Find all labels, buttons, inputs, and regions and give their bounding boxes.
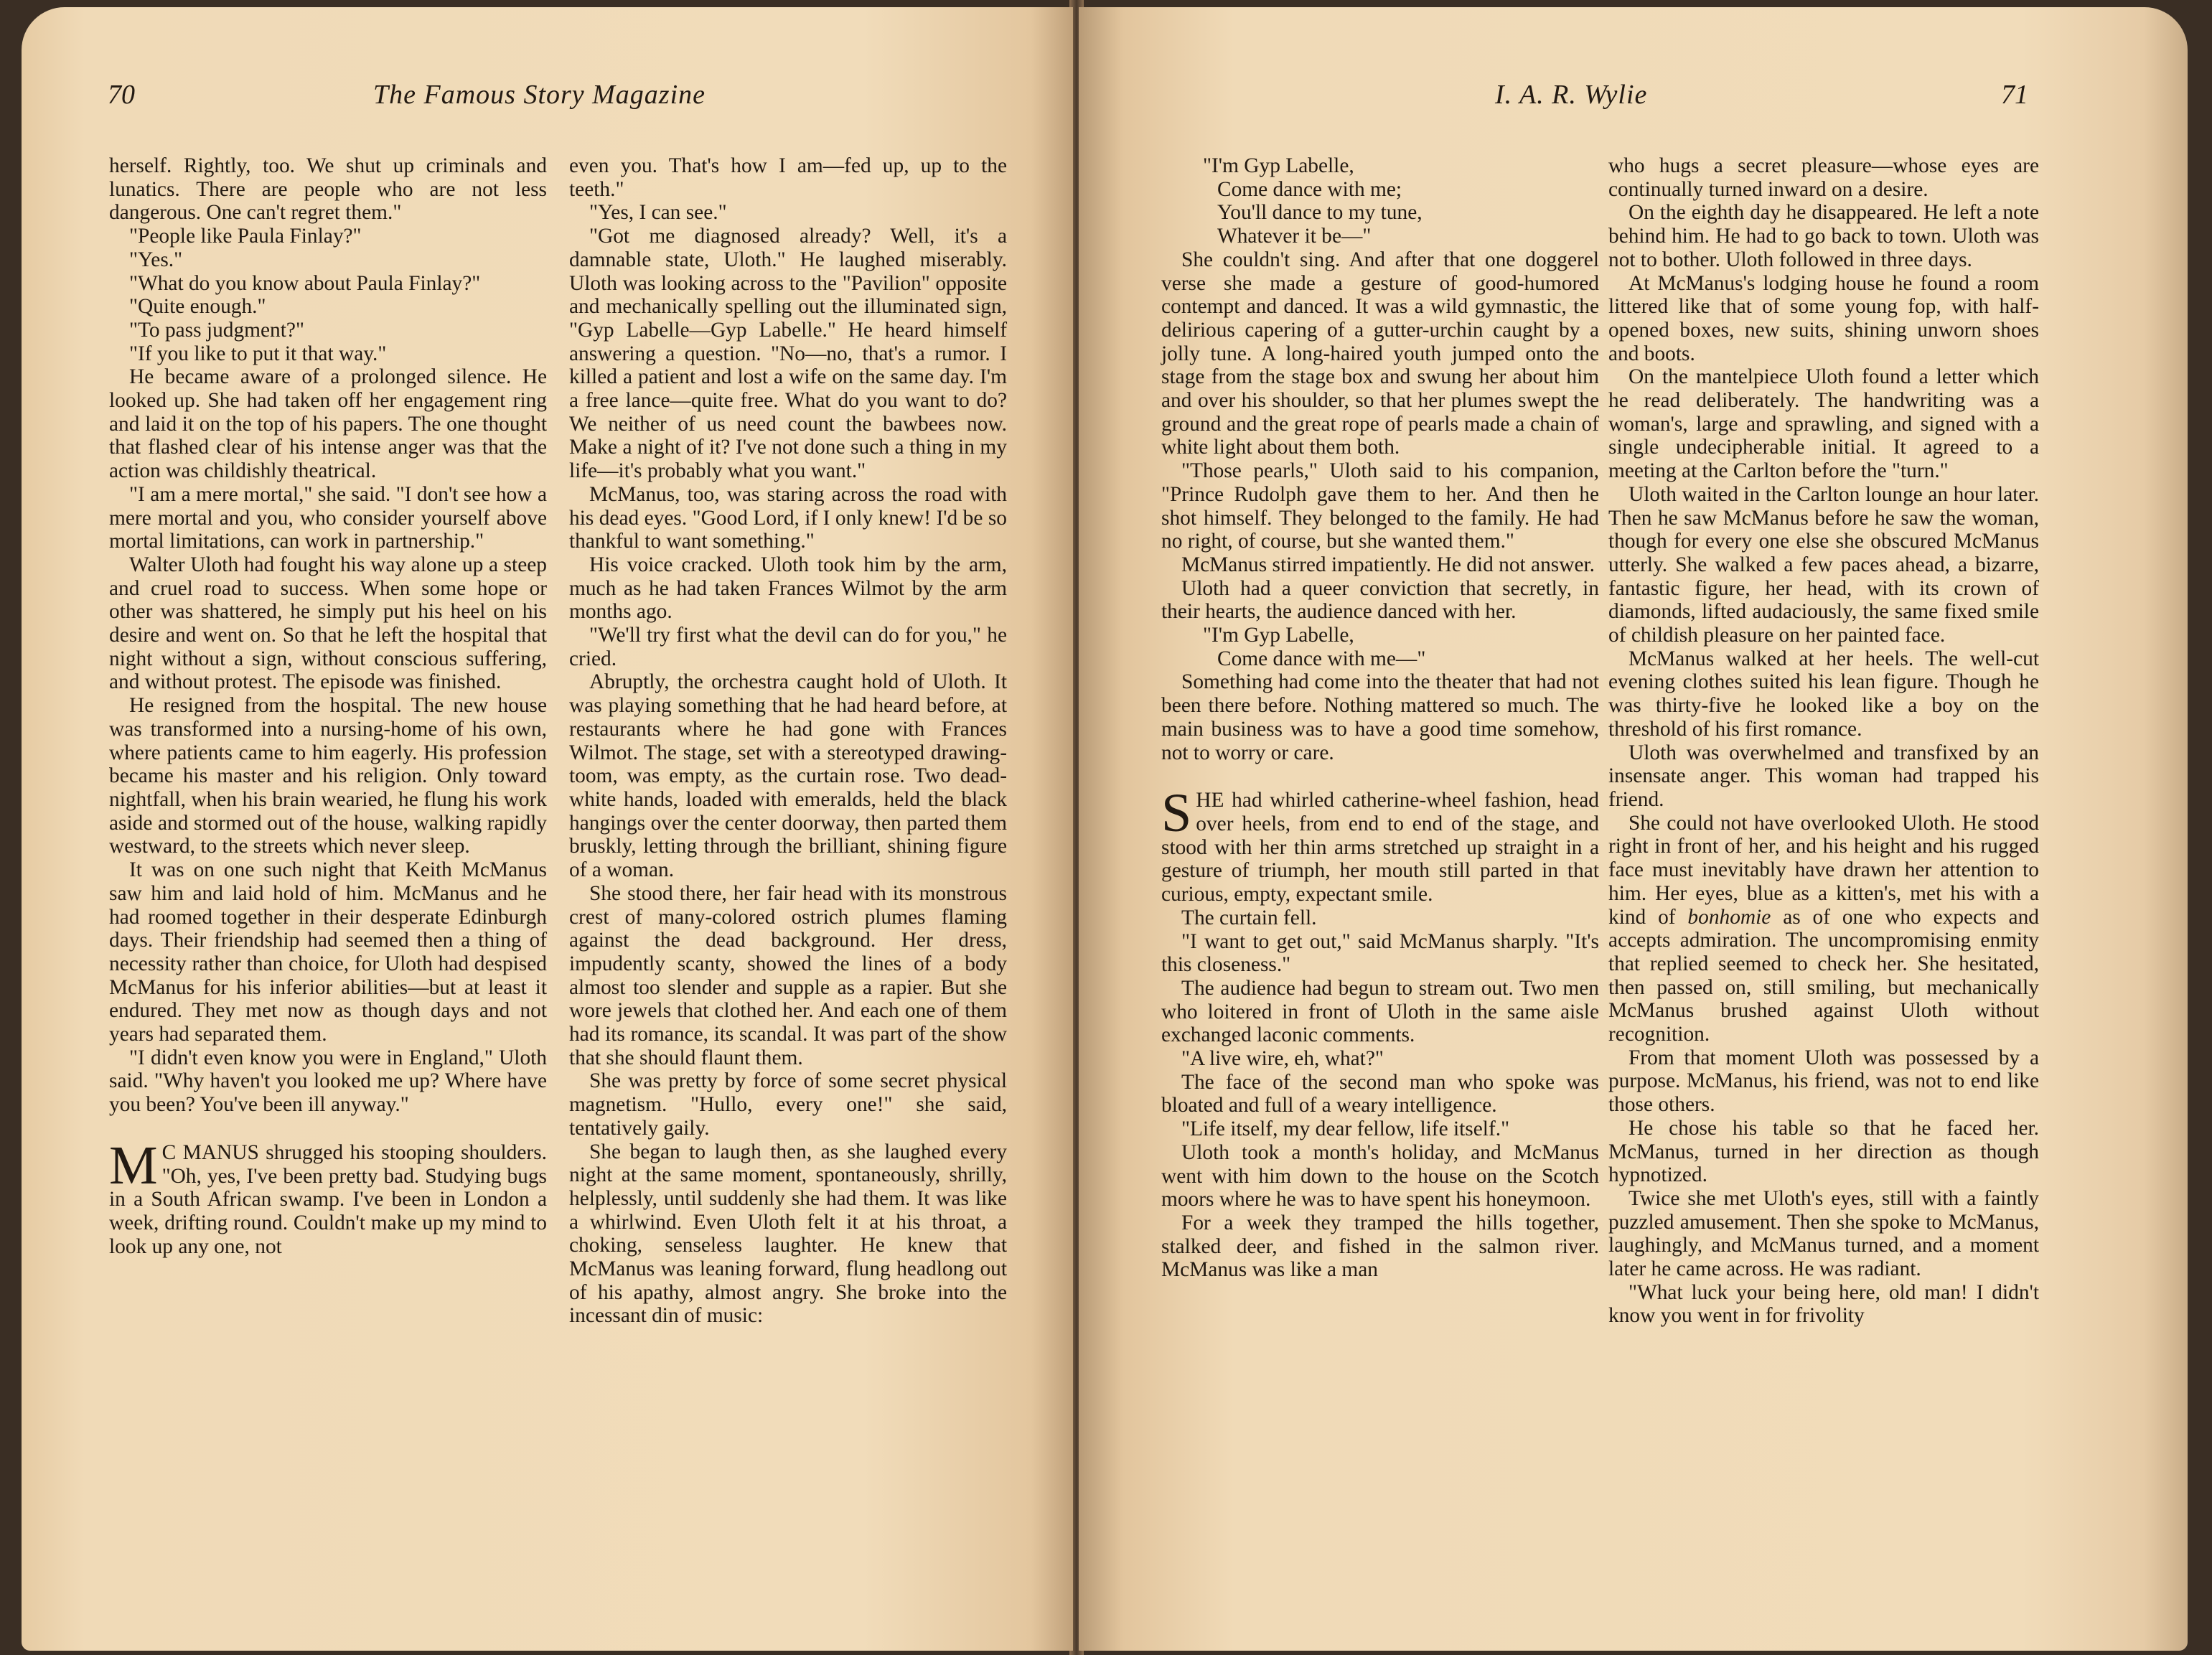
verse-line: "I'm Gyp Labelle, — [1203, 624, 1354, 647]
paragraph: "We'll try first what the devil can do for you," he cried. — [569, 624, 1007, 670]
paragraph: From that moment Uloth was possessed by a purpose. McManus, his friend, was not to end like those others. — [1608, 1046, 2039, 1117]
section-start-text: HE had whirled catherine-wheel fashion, head over heels, from end to end of the stage, and stood with her thin arms stretched up straight in a gesture of triumph, her mouth still parted in that curious, empty, expectant smile. — [1161, 789, 1599, 906]
section-start-text: C MANUS shrugged his stooping shoulders. "Oh, yes, I've been pretty bad. Studying bugs in a South African swamp. I've been in London a week, drifting round. Couldn't make up my mind to look up any one, not — [109, 1140, 547, 1258]
text-run: She could not have overlooked Uloth. He stood right in front of her, and his height and his rugged face must inevitably have drawn her attention to him. Her eyes, blue as a kitten's, met his with a kind of — [1608, 811, 2039, 929]
paragraph: "I didn't even know you were in England," Uloth said. "Why haven't you looked me up? Where have you been? You've been ill anyway." — [109, 1046, 547, 1117]
paragraph: "I want to get out," said McManus sharply. "It's this closeness." — [1161, 929, 1599, 977]
verse-line: Come dance with me; — [1217, 177, 1402, 201]
paragraph — [1608, 812, 2039, 1046]
italic-text: bonhomie — [1687, 905, 1771, 929]
paragraph: At McManus's lodging house he found a room littered like that of some young fop, with half-opened boxes, new suits, shining unworn shoes and boots. — [1608, 271, 2039, 365]
running-head: I. A. R. Wylie — [1495, 80, 1648, 110]
running-head: The Famous Story Magazine — [373, 80, 706, 110]
verse-line: "I'm Gyp Labelle, — [1203, 154, 1354, 177]
paragraph: He chose his table so that he faced her. McManus, turned in her direction as though hypnotized. — [1608, 1116, 2039, 1187]
paragraph: "To pass judgment?" — [129, 318, 304, 342]
paragraph: "If you like to put it that way." — [129, 342, 387, 365]
text-column-left-2 — [569, 154, 1007, 1328]
paragraph: It was on one such night that Keith McManus saw him and laid hold of him. McManus and he had roomed together in their desperate Edinburgh days. Their friendship had seemed then a thing of necessity rather than choice, for Uloth had despised McManus for his inferior abilities—but at least it endured. They met now as though days and not years had separated them. — [109, 858, 547, 1046]
paragraph: She was pretty by force of some secret physical magnetism. "Hullo, every one!" she said, tentatively gaily. — [569, 1069, 1007, 1140]
paragraph: "I am a mere mortal," she said. "I don't see how a mere mortal and you, who consider yourself above mortal limitations, can work in partnership." — [109, 482, 547, 553]
paragraph: McManus, too, was staring across the road with his dead eyes. "Good Lord, if I only knew! I'd be so thankful to want something." — [569, 482, 1007, 553]
paragraph: Walter Uloth had fought his way alone up a steep and cruel road to success. When some hope or other was shattered, he simply put his heel on his desire and went on. So that he left the hospital that night without a sign, without conscious suffering, and without protest. The episode was finished. — [109, 553, 547, 694]
paragraph: "What do you know about Paula Finlay?" — [129, 271, 481, 295]
paragraph: who hugs a secret pleasure—whose eyes are continually turned inward on a desire. — [1608, 154, 2039, 201]
drop-cap: M — [109, 1135, 158, 1196]
paragraph: "Yes, I can see." — [589, 201, 727, 225]
paragraph: "Life itself, my dear fellow, life itself." — [1181, 1117, 1510, 1141]
section-start-paragraph — [109, 1135, 547, 1259]
paragraph: He became aware of a prolonged silence. He looked up. She had taken off her engagement ring and laid it on the top of his papers. The one thought that flashed clear of his intense anger was that the action was childishly theatrical. — [109, 365, 547, 483]
paragraph: even you. That's how I am—fed up, up to the teeth." — [569, 154, 1007, 201]
paragraph: herself. Rightly, too. We shut up criminals and lunatics. There are people who are not less dangerous. One can't regret them." — [109, 154, 547, 225]
paragraph: Twice she met Uloth's eyes, still with a faintly puzzled amusement. Then she spoke to McManus, laughingly, and McManus turned, and a moment later he came across. He was radiant. — [1608, 1186, 2039, 1281]
paragraph: "Yes." — [129, 248, 183, 271]
text-run: as of one who expects and accepts admiration. The uncompromising enmity that replied seemed to check her. She hesitated, then passed on, still smiling, but mechanically McManus brushed against Uloth without recognition. — [1608, 905, 2039, 1046]
verse-line: Whatever it be—" — [1217, 225, 1372, 248]
drop-cap: S — [1161, 783, 1192, 844]
page-number: 71 — [2001, 80, 2028, 110]
paragraph: On the mantelpiece Uloth found a letter which he read deliberately. The handwriting was a woman's, large and sprawling, and signed with a single undecipherable initial. It agreed to a meeting at the Carlton before the "turn." — [1608, 365, 2039, 483]
text-column-right-1 — [1161, 154, 1599, 1282]
paragraph: "What luck your being here, old man! I didn't know you went in for frivolity — [1608, 1280, 2039, 1328]
paragraph: He resigned from the hospital. The new house was transformed into a nursing-home of his own, where patients came to him eagerly. His profession became his master and his religion. Only toward nightfall, when his brain wearied, he flung his work aside and stormed out of the house, walking rapidly westward, to the streets which never sleep. — [109, 694, 547, 858]
verse-line: You'll dance to my tune, — [1217, 201, 1423, 225]
paragraph: McManus walked at her heels. The well-cut evening clothes suited his lean figure. Though he was thirty-five he looked like a boy on the threshold of his first romance. — [1608, 647, 2039, 741]
paragraph: She couldn't sing. And after that one doggerel verse she made a gesture of good-humored contempt and danced. It was a wild gymnastic, the delirious capering of a gutter-urchin caught by a jolly tune. A long-haired youth jumped onto the stage from the stage box and swung her about him and over his shoulder, so that her plumes swept the ground and the great rope of pearls made a chain of white light about them both. — [1161, 248, 1599, 459]
paragraph: His voice cracked. Uloth took him by the arm, much as he had taken Frances Wilmot by the arm months ago. — [569, 553, 1007, 624]
paragraph: On the eighth day he disappeared. He left a note behind him. He had to go back to town. Uloth was not to bother. Uloth followed in three days. — [1608, 201, 2039, 271]
paragraph: Uloth waited in the Carlton lounge an hour later. Then he saw McManus before he saw the woman, though for every one else she obscured McManus utterly. She walked a few paces ahead, a bizarre, fantastic figure, her head, with its crown of diamonds, lifted audaciously, the same fixed smile of childish pleasure on her painted face. — [1608, 482, 2039, 647]
paragraph: Uloth took a month's holiday, and McManus went with him down to the house on the Scotch moors where he was to have spent his honeymoon. — [1161, 1140, 1599, 1211]
paragraph: "Quite enough." — [129, 295, 266, 319]
paragraph: Something had come into the theater that had not been there before. Nothing mattered so much. The main business was to have a good time somehow, not to worry or care. — [1161, 670, 1599, 764]
verse-line: Come dance with me—" — [1217, 647, 1426, 670]
text-column-right-2 — [1608, 154, 2039, 1328]
right-page — [1079, 7, 2188, 1651]
left-page — [22, 7, 1073, 1651]
paragraph: She began to laugh then, as she laughed every night at the same moment, spontaneously, shrilly, helplessly, until suddenly she had them. It was like a whirlwind. Even Uloth felt it at his throat, a choking, senseless laughter. He knew that McManus was leaning forward, flung headlong out of his apathy, almost angry. She broke into the incessant din of music: — [569, 1140, 1007, 1328]
paragraph: "Got me diagnosed already? Well, it's a damnable state, Uloth." He laughed miserably. Uloth was looking across to the "Pavilion" opposite and mechanically spelling out the illuminated sign, "Gyp Labelle—Gyp Labelle." He heard himself answering a question. "No—no, that's a rumor. I killed a patient and lost a wife on the same day. I'm a free lance—quite free. What do you want to do? We neither of us need count the bawbees now. Make a night of it? I've not done such a thing in my life—it's probably what you want." — [569, 225, 1007, 483]
paragraph: The audience had begun to stream out. Two men who loitered in front of Uloth in the same aisle exchanged laconic comments. — [1161, 976, 1599, 1047]
page-number: 70 — [108, 80, 135, 110]
paragraph: Uloth had a queer conviction that secretly, in their hearts, the audience danced with her. — [1161, 576, 1599, 624]
paragraph: McManus stirred impatiently. He did not answer. — [1181, 553, 1595, 576]
paragraph: For a week they tramped the hills together, stalked deer, and fished in the salmon river. McManus was like a man — [1161, 1211, 1599, 1282]
paragraph: Abruptly, the orchestra caught hold of Uloth. It was playing something that he had heard before, at restaurants where he had gone with Frances Wilmot. The stage, set with a stereotyped drawing-toom, was empty, as the curtain rose. Two dead-white hands, loaded with emeralds, held the black hangings over the center doorway, then parted them bruskly, letting through the brilliant, shining figure of a woman. — [569, 670, 1007, 882]
paragraph: Uloth was overwhelmed and transfixed by an insensate anger. This woman had trapped his friend. — [1608, 741, 2039, 811]
paragraph: "Those pearls," Uloth said to his companion, "Prince Rudolph gave them to her. And then he shot himself. They belonged to the family. He had no right, of course, but she wanted them." — [1161, 459, 1599, 553]
paragraph: The curtain fell. — [1181, 906, 1317, 929]
paragraph: "A live wire, eh, what?" — [1181, 1047, 1384, 1071]
section-start-paragraph — [1161, 783, 1599, 906]
text-column-left-1 — [109, 154, 547, 1258]
paragraph: "People like Paula Finlay?" — [129, 225, 362, 248]
paragraph: She stood there, her fair head with its monstrous crest of many-colored ostrich plumes flaming against the dead background. Her dress, impudently scanty, showed the lines of a body almost too slender and supple as a rapier. But she wore jewels that clothed her. And each one of them had its romance, its scandal. It was part of the show that she should flaunt them. — [569, 881, 1007, 1069]
paragraph: The face of the second man who spoke was bloated and full of a weary intelligence. — [1161, 1070, 1599, 1117]
